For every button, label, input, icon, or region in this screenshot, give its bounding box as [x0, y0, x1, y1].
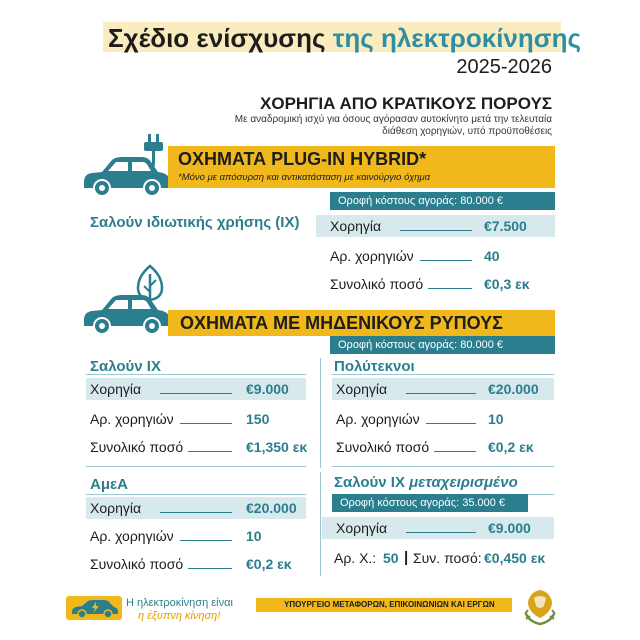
used-saloon-label	[334, 474, 518, 491]
plugin-banner-note: *Μόνο με απόσυρση και αντικατάσταση με καινούργιο όχημα	[178, 172, 431, 183]
used-saloon-label-main: Σαλούν ΙΧ	[334, 474, 405, 491]
slogan-line2: η έξυπνη κίνηση!	[138, 610, 221, 622]
plugin-count-label: Αρ. χορηγιών	[330, 248, 414, 264]
used-grant-label: Χορηγία	[336, 520, 388, 536]
disabled-total-label: Συνολικό ποσό	[90, 556, 184, 572]
large-family-grant-value: €20.000	[488, 381, 539, 397]
ministry-name: ΥΠΟΥΡΓΕΙΟ ΜΕΤΑΦΟΡΩΝ, ΕΠΙΚΟΙΝΩΝΙΩΝ ΚΑΙ ΕΡΓΩΝ	[284, 600, 495, 609]
footer-ev-car-icon	[66, 594, 122, 622]
disabled-label: ΑμεΑ	[90, 476, 128, 493]
saloon-grant-label: Χορηγία	[90, 381, 142, 397]
plugin-car-icon	[80, 132, 176, 202]
used-total-value: €0,450 εκ	[484, 550, 546, 566]
plugin-category: Σαλούν ιδιωτικής χρήσης (ΙΧ)	[90, 214, 300, 231]
dash	[434, 451, 476, 452]
dash	[180, 423, 232, 424]
dash	[180, 540, 232, 541]
disabled-count-label: Αρ. χορηγιών	[90, 528, 174, 544]
divider	[86, 466, 306, 467]
divider	[320, 358, 321, 468]
large-family-count-label: Αρ. χορηγιών	[336, 411, 420, 427]
dash	[160, 393, 232, 394]
saloon-count-label: Αρ. χορηγιών	[90, 411, 174, 427]
slogan-line1: Η ηλεκτροκίνηση είναι	[126, 597, 233, 609]
disabled-grant-value: €20.000	[246, 500, 297, 516]
disabled-total-value: €0,2 εκ	[246, 556, 292, 572]
used-cost-cap: Οροφή κόστους αγοράς: 35.000 €	[332, 494, 528, 512]
disabled-grant-label: Χορηγία	[90, 500, 142, 516]
plugin-total-value: €0,3 εκ	[484, 276, 530, 292]
plugin-grant-label: Χορηγία	[330, 218, 382, 234]
dash	[188, 451, 232, 452]
subsidy-note: Με αναδρομική ισχύ για όσους αγόρασαν αυτοκίνητο μετά την τελευταία διάθεση χορηγιών, υπό προϋποθέσεις	[234, 114, 552, 137]
saloon-count-value: 150	[246, 411, 270, 427]
dash	[406, 393, 476, 394]
plugin-count-value: 40	[484, 248, 500, 264]
slogan	[126, 597, 233, 623]
divider	[332, 466, 554, 467]
plugin-banner-title: ΟΧΗΜΑΤΑ PLUG-IN HYBRID*	[178, 149, 427, 169]
used-total-label: Συν. ποσό:	[413, 550, 482, 566]
used-count-value: 50	[383, 550, 399, 566]
page-title	[108, 23, 581, 54]
plugin-grant-value: €7.500	[484, 218, 527, 234]
large-family-count-value: 10	[488, 411, 504, 427]
used-saloon-label-italic: μεταχειρισμένο	[409, 474, 518, 491]
used-separator: |	[404, 549, 409, 566]
zero-cost-cap: Οροφή κόστους αγοράς: 80.000 €	[330, 336, 555, 354]
dash	[188, 568, 232, 569]
used-count-label: Αρ. Χ.:	[334, 550, 377, 566]
saloon-total-value: €1,350 εκ	[246, 439, 308, 455]
zero-banner-title: ΟΧΗΜΑΤΑ ΜΕ ΜΗΔΕΝΙΚΟΥΣ ΡΥΠΟΥΣ	[180, 313, 503, 333]
dash	[160, 512, 232, 513]
large-family-grant-label: Χορηγία	[336, 381, 388, 397]
title-part2: της ηλεκτροκίνησης	[332, 23, 581, 53]
dash	[420, 260, 472, 261]
plugin-cost-cap: Οροφή κόστους αγοράς: 80.000 €	[330, 192, 555, 210]
years: 2025-2026	[456, 56, 552, 78]
subsidy-title: ΧΟΡΗΓΙΑ ΑΠΟ ΚΡΑΤΙΚΟΥΣ ΠΟΡΟΥΣ	[260, 94, 552, 113]
title-part1: Σχέδιο ενίσχυσης	[108, 23, 326, 53]
saloon-label: Σαλούν ΙΧ	[90, 358, 161, 375]
dash	[428, 288, 472, 289]
divider	[320, 472, 321, 576]
large-family-total-value: €0,2 εκ	[488, 439, 534, 455]
used-grant-value: €9.000	[488, 520, 531, 536]
dash	[426, 423, 476, 424]
coat-of-arms-icon	[520, 584, 560, 626]
plugin-total-label: Συνολικό ποσό	[330, 276, 424, 292]
large-family-label: Πολύτεκνοι	[334, 358, 415, 375]
large-family-total-label: Συνολικό ποσό	[336, 439, 430, 455]
divider	[86, 494, 306, 495]
dash	[400, 230, 472, 231]
dash	[406, 532, 476, 533]
saloon-total-label: Συνολικό ποσό	[90, 439, 184, 455]
zero-car-icon	[80, 262, 176, 340]
disabled-count-value: 10	[246, 528, 262, 544]
saloon-grant-value: €9.000	[246, 381, 289, 397]
